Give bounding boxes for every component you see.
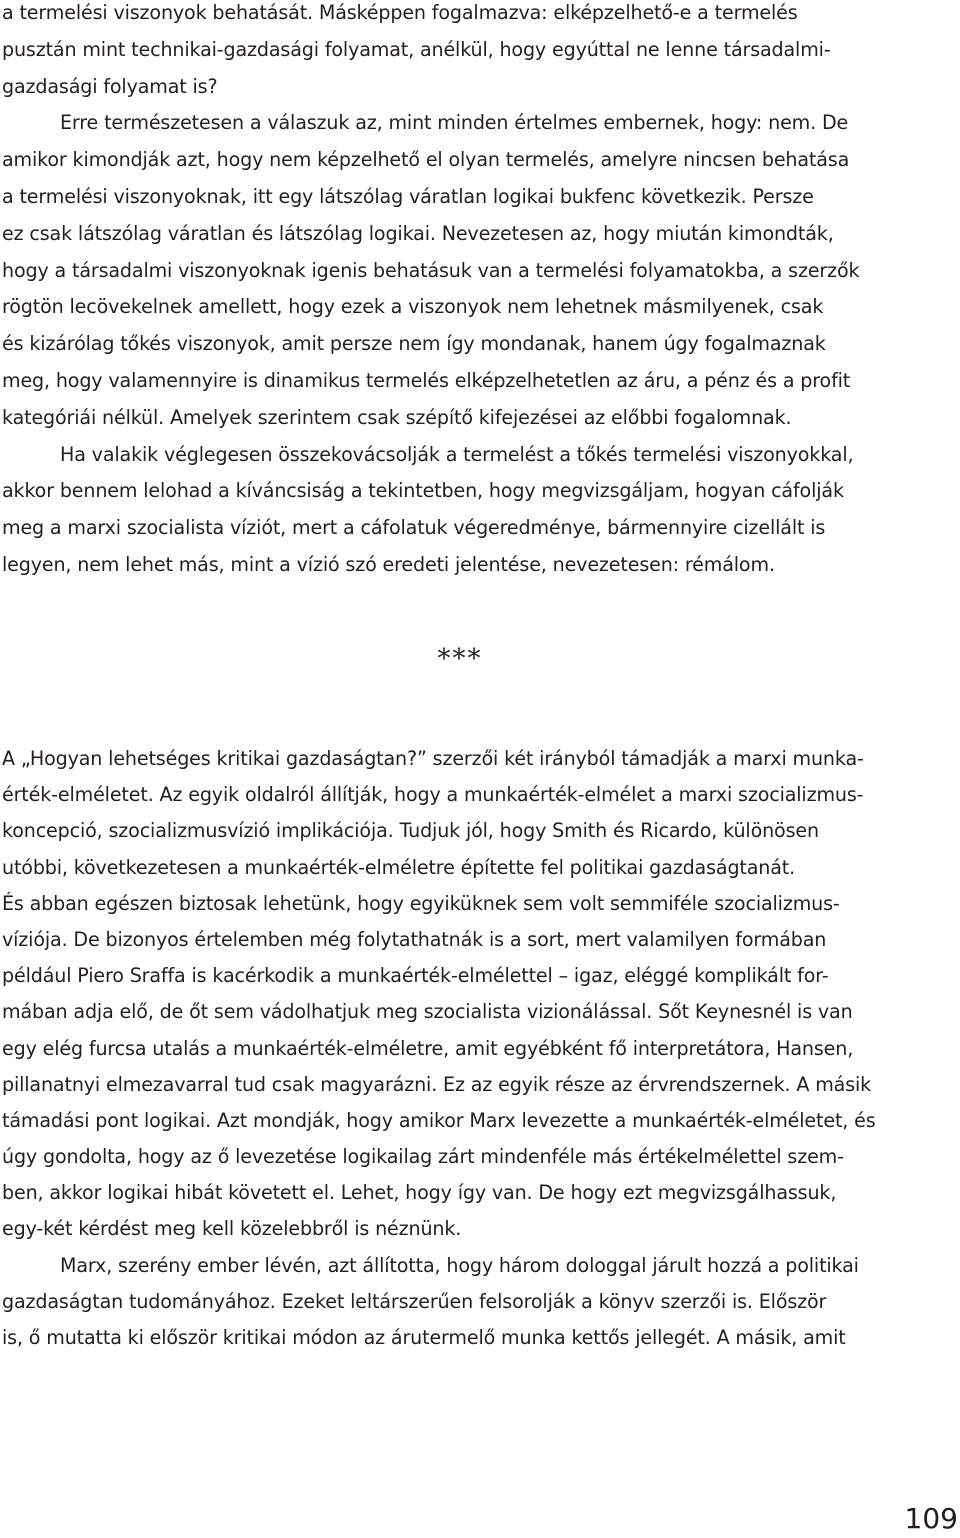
text-line: gazdaságtan tudományához. Ezeket leltárszerűen felsorolják a könyv szerzői is. Először: [2, 1289, 827, 1313]
text-line: ez csak látszólag váratlan és látszólag logikai. Nevezetesen az, hogy miután kimondták,: [2, 221, 834, 245]
text-line: úgy gondolta, hogy az ő levezetése logikailag zárt mindenféle más értékelmélettel szem-: [2, 1145, 844, 1169]
text-line: víziója. De bizonyos értelemben még folytathatnák is a sort, mert valamilyen formában: [2, 927, 827, 951]
text-line: kategóriái nélkül. Amelyek szerintem csak szépítő kifejezései az előbbi fogalomnak.: [2, 405, 792, 429]
text-line: pillanatnyi elmezavarral tud csak magyarázni. Ez az egyik része az érvrendszernek. A másik: [2, 1072, 872, 1096]
text-line: érték-elméletet. Az egyik oldalról állítják, hogy a munkaérték-elmélet a marxi szocializmus-: [2, 783, 864, 807]
text-line: meg, hogy valamennyire is dinamikus termelés elképzelhetetlen az áru, a pénz és a profit: [2, 368, 851, 392]
text-line: például Piero Sraffa is kacérkodik a munkaérték-elmélettel – igaz, eléggé komplikált for-: [2, 964, 829, 988]
text-line: támadási pont logikai. Azt mondják, hogy amikor Marx levezette a munkaérték-elméletet, és: [2, 1108, 876, 1132]
text-line: és kizárólag tőkés viszonyok, amit persze nem így mondanak, hanem úgy fogalmaznak: [2, 332, 826, 356]
text-line: hogy a társadalmi viszonyoknak igenis behatásuk van a termelési folyamatokba, a szerzők: [2, 258, 860, 282]
text-line: rögtön lecövekelnek amellett, hogy ezek a viszonyok nem lehetnek másmilyenek, csak: [2, 295, 824, 319]
text-line: Ha valakik véglegesen összekovácsolják a termelést a tőkés termelési viszonyokkal,: [60, 442, 854, 466]
text-line: a termelési viszonyok behatását. Másképpen fogalmazva: elképzelhető-e a termelés: [2, 1, 798, 24]
text-line: ben, akkor logikai hibát követett el. Lehet, hogy így van. De hogy ezt megvizsgálhassuk,: [2, 1181, 837, 1205]
text-line: legyen, nem lehet más, mint a vízió szó eredeti jelentése, nevezetesen: rémálom.: [2, 552, 775, 576]
text-line: mában adja elő, de őt sem vádolhatjuk meg szocialista vizionálással. Sőt Keynesnél is van: [2, 1000, 853, 1024]
text-line: meg a marxi szocialista víziót, mert a cáfolatuk végeredménye, bármennyire cizellált is: [2, 516, 826, 540]
page-number: 109: [904, 1502, 958, 1535]
text-block-lower: [2, 741, 922, 1356]
text-block-upper: [2, 0, 922, 584]
text-line: Marx, szerény ember lévén, azt állította, hogy három dologgal járult hozzá a politikai: [60, 1253, 859, 1277]
text-line: egy elég furcsa utalás a munkaérték-elméletre, amit egyébként fő interpretátora, Hansen,: [2, 1036, 854, 1060]
section-separator: ***: [437, 644, 483, 674]
text-line: A „Hogyan lehetséges kritikai gazdaságtan?” szerzői két irányból támadják a marxi munka-: [2, 747, 864, 770]
text-line: egy-két kérdést meg kell közelebbről is néznünk.: [2, 1217, 462, 1241]
text-line: amikor kimondják azt, hogy nem képzelhető el olyan termelés, amelyre nincsen behatása: [2, 148, 850, 172]
text-line: utóbbi, következetesen a munkaérték-elméletre építette fel politikai gazdaságtanát.: [2, 855, 796, 879]
text-line: a termelési viszonyoknak, itt egy látszólag váratlan logikai bukfenc következik. Persze: [2, 184, 814, 208]
text-line: És abban egészen biztosak lehetünk, hogy egyiküknek sem volt semmiféle szocializmus-: [2, 891, 840, 915]
text-line: koncepció, szocializmusvízió implikációja. Tudjuk jól, hogy Smith és Ricardo, különösen: [2, 819, 819, 843]
text-line: is, ő mutatta ki először kritikai módon az árutermelő munka kettős jellegét. A másik, amit: [2, 1326, 846, 1349]
text-line: Erre természetesen a válaszuk az, mint minden értelmes embernek, hogy: nem. De: [60, 111, 849, 135]
text-line: gazdasági folyamat is?: [2, 74, 218, 98]
text-line: pusztán mint technikai-gazdasági folyamat, anélkül, hogy egyúttal ne lenne társadalmi-: [2, 37, 831, 61]
text-line: akkor bennem lelohad a kíváncsiság a tekintetben, hogy megvizsgáljam, hogyan cáfolják: [2, 479, 844, 503]
